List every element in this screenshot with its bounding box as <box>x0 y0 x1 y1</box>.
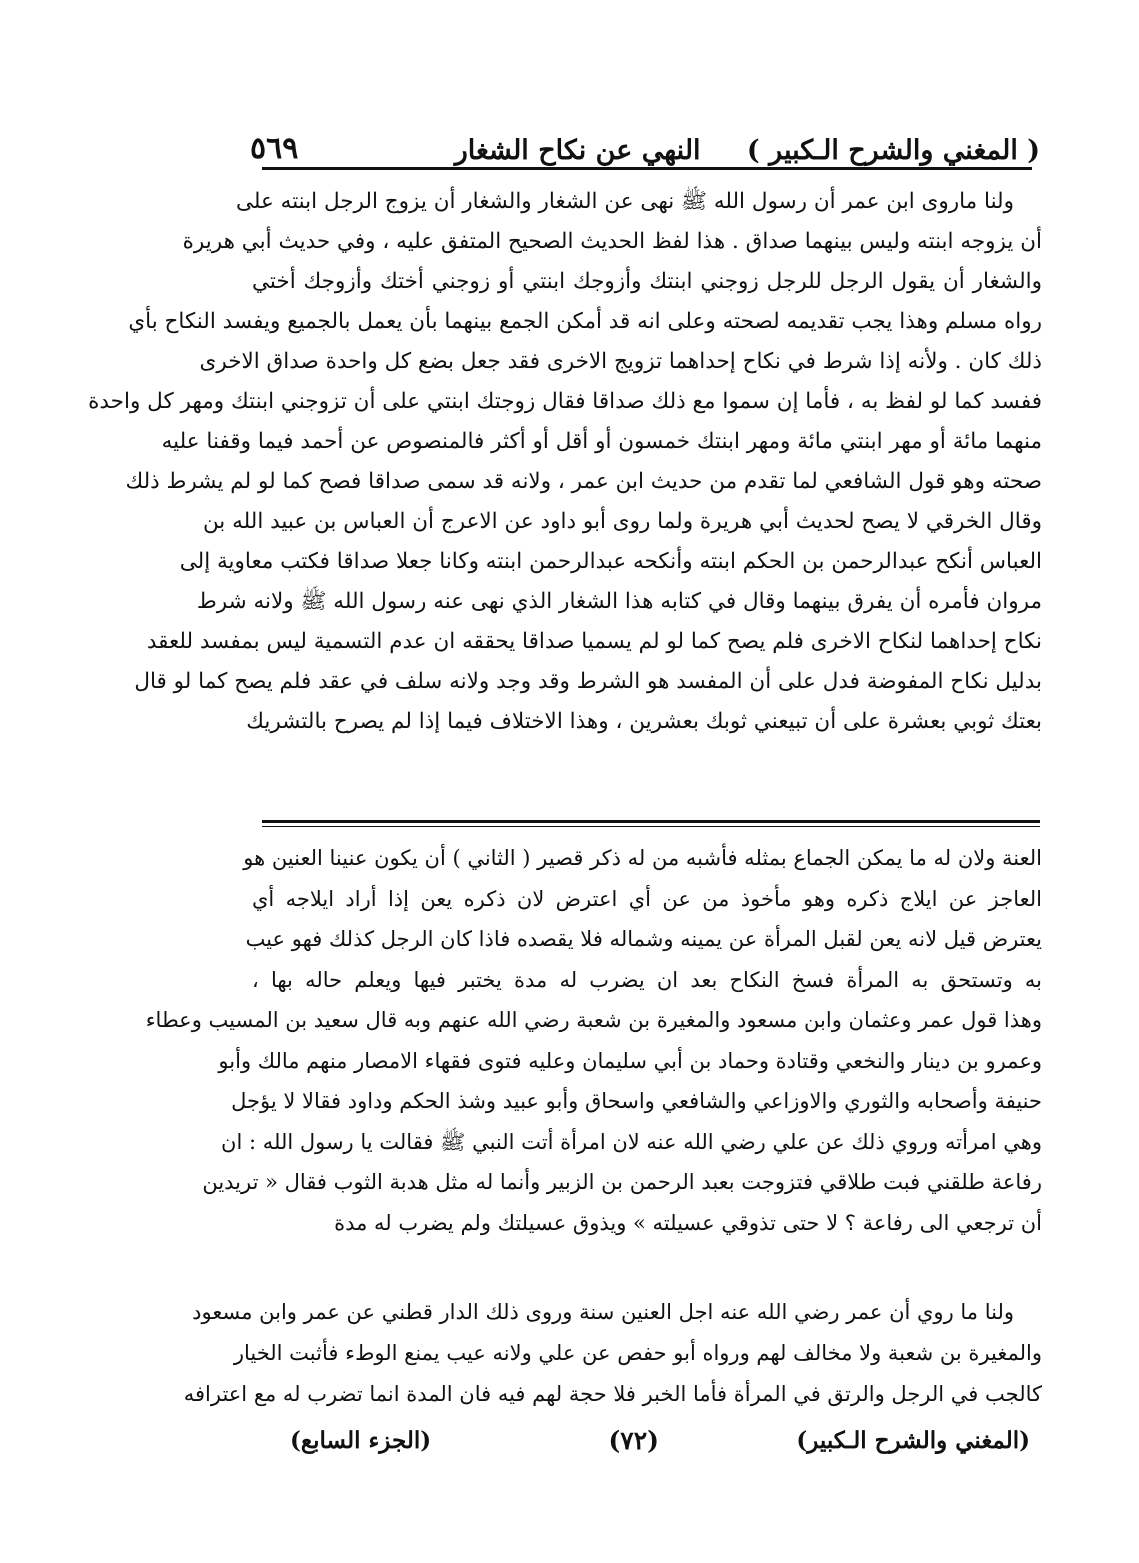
main-line: بدليل نكاح المفوضة فدل على أن المفسد هو الشرط وقد وجد ولانه سلف في عقد فلم يصح كما لو قال <box>134 669 1042 694</box>
commentary-line: العاجز عن ايلاج ذكره وهو مأخوذ من عن أي اعترض لان ذكره يعن إذا أراد ايلاجه أي <box>252 886 1042 911</box>
commentary-line: وعمرو بن دينار والنخعي وقتادة وحماد بن أبي سليمان وعليه فتوى فقهاء الامصار منهم مالك وأبو <box>218 1048 1042 1073</box>
commentary-line: حنيفة وأصحابه والثوري والاوزاعي والشافعي واسحاق وأبو عبيد وشذ الحكم وداود فقالا لا يؤجل <box>231 1089 1042 1113</box>
footer-book-title: (المغني والشرح الـكبير) <box>796 1426 1030 1454</box>
commentary-line: وهي امرأته وروي ذلك عن علي رضي الله عنه لان امرأة أتت النبي ﷺ فقالت يا رسول الله : ان <box>221 1129 1042 1154</box>
main-line: والشغار أن يقول الرجل للرجل زوجني ابنتك وأزوجك ابنتي أو زوجني أختك وأزوجك أختي <box>252 269 1042 294</box>
main-line: رواه مسلم وهذا يجب تقديمه لصحته وعلى انه قد أمكن الجمع بينهما بأن يعمل بالجميع ويفسد النكاح بأي <box>128 309 1042 334</box>
commentary-line: كالجب في الرجل والرتق في المرأة فأما الخبر فلا حجة لهم فيه فان المدة انما تضرب له مع اعترافه <box>183 1382 1042 1406</box>
page-footer <box>290 1420 1030 1460</box>
header-chapter-title: النهي عن نكاح الشغار <box>454 135 701 166</box>
commentary-line: يعترض قيل لانه يعن لقبل المرأة عن يمينه وشماله فلا يقصده فاذا كان الرجل كذلك فهو عيب <box>245 927 1042 951</box>
main-line: ولنا ماروى ابن عمر أن رسول الله ﷺ نهى عن الشغار والشغار أن يزوج الرجل ابنته على <box>235 189 1014 214</box>
main-line: مروان فأمره أن يفرق بينهما وقال في كتابه هذا الشغار الذي نهى عنه رسول الله ﷺ ولانه شرط <box>196 589 1042 614</box>
footer-volume: (الجزء السابع) <box>290 1426 432 1454</box>
main-line: ذلك كان . ولأنه إذا شرط في نكاح إحداهما تزويج الاخرى فقد جعل بضع كل واحدة صداق الاخرى <box>199 349 1042 374</box>
commentary-line: وهذا قول عمر وعثمان وابن مسعود والمغيرة بن شعبة رضي الله عنهم وبه قال سعيد بن المسيب وعطاء <box>145 1008 1042 1032</box>
footer-sheet-number: (٧٢) <box>608 1425 659 1455</box>
running-header <box>250 118 1040 166</box>
main-line: نكاح إحداهما لنكاح الاخرى فلم يصح كما لو لم يسميا صداقا يحققه ان عدم التسمية ليس بمفسد للعقد <box>146 629 1042 654</box>
main-line: منهما مائة أو مهر ابنتي مائة ومهر ابنتك خمسون أو أقل أو أكثر فالمنصوص عن أحمد فيما وقفنا عليه <box>161 429 1042 454</box>
commentary-line: العنة ولان له ما يمكن الجماع بمثله فأشبه من له ذكر قصير ( الثاني ) أن يكون عنينا العنين هو <box>243 846 1042 870</box>
main-line: وقال الخرقي لا يصح لحديث أبي هريرة ولما روى أبو داود عن الاعرج أن العباس بن عبيد الله بن <box>202 509 1042 534</box>
section-divider-thin <box>262 826 1040 827</box>
header-page-number: ٥٦٩ <box>250 131 299 166</box>
main-line: صحته وهو قول الشافعي لما تقدم من حديث ابن عمر ، ولانه قد سمى صداقا فصح كما لو لم يشرط ذلك <box>125 469 1042 494</box>
commentary-line: والمغيرة بن شعبة ولا مخالف لهم ورواه أبو حفص عن علي ولانه عيب يمنع الوطء فأثبت الخيار <box>233 1341 1042 1365</box>
section-divider <box>262 820 1040 823</box>
commentary-text-block <box>145 838 1042 1243</box>
header-rule <box>262 167 1032 170</box>
commentary-text-block-2 <box>183 1292 1042 1415</box>
main-line: أن يزوجه ابنته وليس بينهما صداق . هذا لفظ الحديث الصحيح المتفق عليه ، وفي حديث أبي هريرة <box>182 229 1042 254</box>
commentary-line: أن ترجعي الى رفاعة ؟ لا حتى تذوقي عسيلته » ويذوق عسيلتك ولم يضرب له مدة <box>334 1210 1042 1235</box>
commentary-line: به وتستحق به المرأة فسخ النكاح بعد ان يضرب له مدة يختبر فيها ويعلم حاله بها ، <box>252 967 1042 992</box>
commentary-line: ولنا ما روي أن عمر رضي الله عنه اجل العنين سنة وروى ذلك الدار قطني عن عمر وابن مسعود <box>192 1300 1014 1324</box>
main-line: بعتك ثوبي بعشرة على أن تبيعني ثوبك بعشرين ، وهذا الاختلاف فيما إذا لم يصرح بالتشريك <box>246 709 1042 734</box>
main-line: العباس أنكح عبدالرحمن بن الحكم ابنته وأنكحه عبدالرحمن ابنته وكانا جعلا صداقا فكتب معاوية إلى <box>179 549 1042 574</box>
commentary-line: رفاعة طلقني فبت طلاقي فتزوجت بعبد الرحمن بن الزبير وأنما له مثل هدبة الثوب فقال « تريدين <box>202 1170 1042 1194</box>
main-text-block <box>88 182 1042 742</box>
header-book-title: ( المغني والشرح الـكبير ) <box>746 135 1040 166</box>
main-line: ففسد كما لو لفظ به ، فأما إن سموا مع ذلك صداقا فقال زوجتك ابنتي على أن تزوجني ابنتك ومهر كل واحدة <box>88 389 1042 414</box>
